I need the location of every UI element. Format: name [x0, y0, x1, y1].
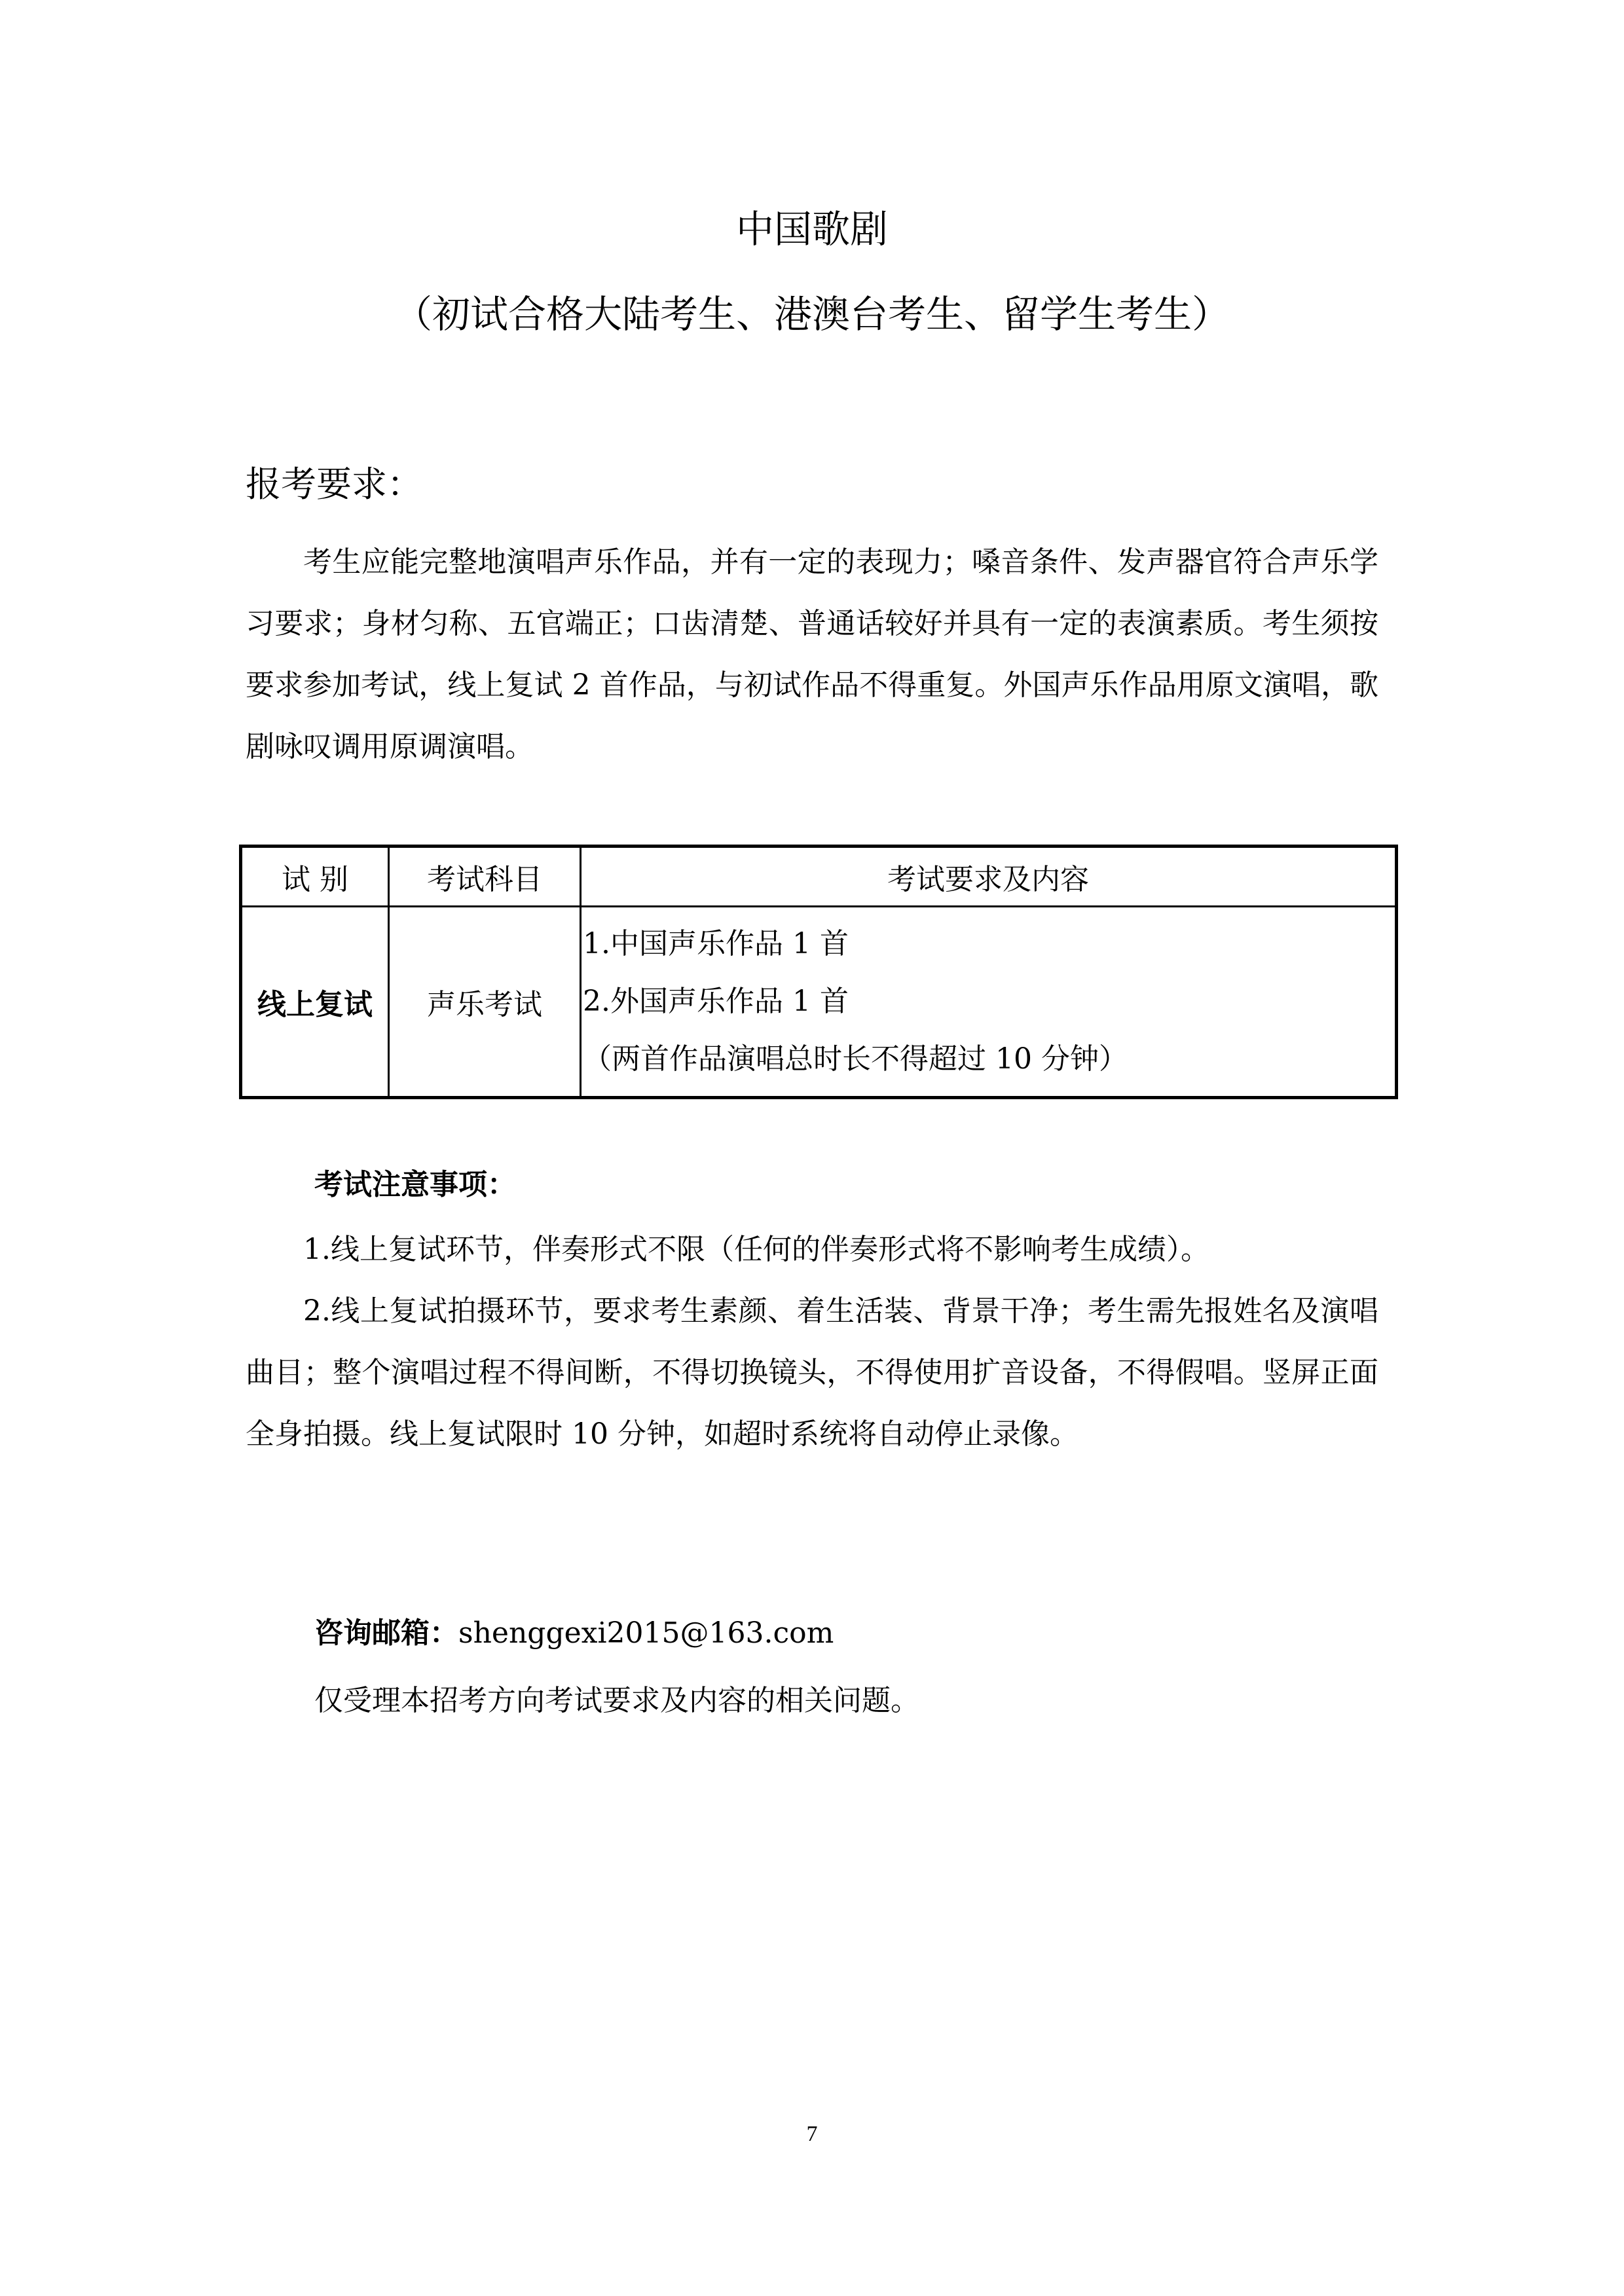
header-subject: 考试科目	[389, 847, 581, 907]
header-content: 考试要求及内容	[581, 847, 1397, 907]
content-line-2: 2.外国声乐作品 1 首	[583, 985, 849, 1018]
requirements-paragraph: 考生应能完整地演唱声乐作品，并有一定的表现力；嗓音条件、发声器官符合声乐学习要求；身材匀称、五官端正；口齿清楚、普通话较好并具有一定的表演素质。考生须按要求参加考试，线上复试 2 首作品，与初试作品不得重复。外国声乐作品用原文演唱，歌剧咏叹调用原调演唱。	[246, 545, 1378, 763]
header-level: 试 别	[241, 847, 389, 907]
page-number: 7	[806, 2122, 818, 2146]
table-header-row	[241, 847, 1397, 907]
cell-content	[581, 907, 1397, 1098]
exam-table	[239, 845, 1398, 1099]
page-subtitle: （初试合格大陆考生、港澳台考生、留学生考生）	[394, 292, 1230, 337]
contact-label: 咨询邮箱：	[314, 1616, 458, 1650]
notes-heading: 考试注意事项：	[314, 1168, 516, 1201]
note-item-1: 1.线上复试环节，伴奏形式不限（任何的伴奏形式将不影响考生成绩）。	[303, 1233, 1209, 1266]
page-title: 中国歌剧	[735, 207, 888, 251]
cell-subject: 声乐考试	[389, 907, 581, 1098]
note-item-2: 2.线上复试拍摄环节，要求考生素颜、着生活装、背景干净；考生需先报姓名及演唱曲目；整个演唱过程不得间断，不得切换镜头，不得使用扩音设备，不得假唱。竖屏正面全身拍摄。线上复试限时 10 分钟，如超时系统将自动停止录像。	[246, 1294, 1378, 1451]
contact-line	[314, 1607, 834, 1660]
contact-email: shenggexi2015@163.com	[458, 1616, 834, 1650]
table-row	[241, 907, 1397, 1098]
contact-note: 仅受理本招考方向考试要求及内容的相关问题。	[314, 1684, 919, 1717]
cell-level: 线上复试	[241, 907, 389, 1098]
content-line-1: 1.中国声乐作品 1 首	[583, 927, 849, 960]
requirements-heading: 报考要求：	[246, 464, 422, 505]
content-line-3: （两首作品演唱总时长不得超过 10 分钟）	[583, 1042, 1128, 1076]
